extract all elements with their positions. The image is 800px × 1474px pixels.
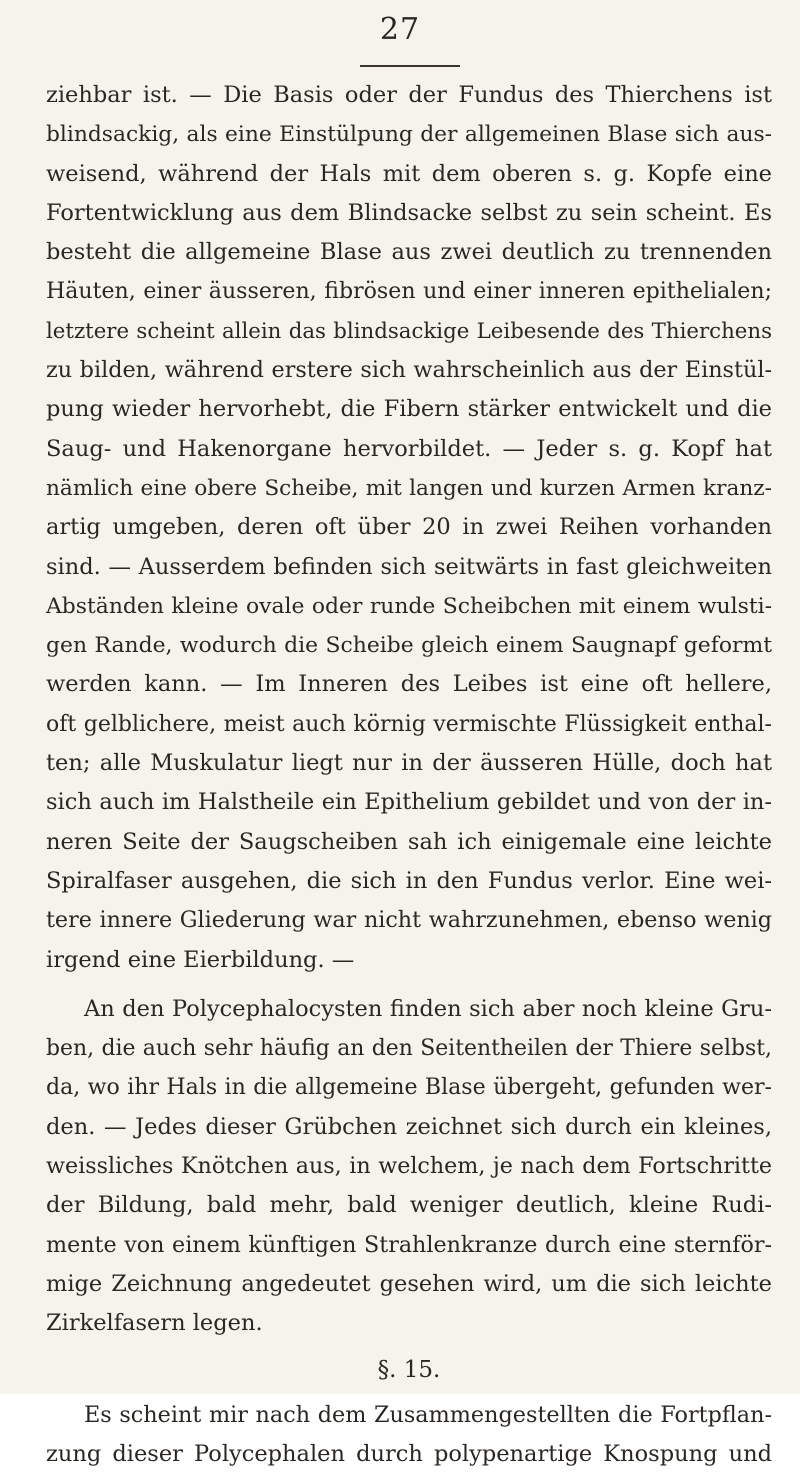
text-line: den. — Jedes dieser Grübchen zeichnet sich durch ein kleines, <box>46 1108 772 1147</box>
text-line: der Bildung, bald mehr, bald weniger deutlich, kleine Rudi- <box>46 1186 772 1225</box>
text-line: letztere scheint allein das blindsackige Leibesende des Thierchens <box>46 312 772 351</box>
text-line: mige Zeichnung angedeutet gesehen wird, um die sich leichte <box>46 1265 772 1304</box>
paragraph-2 <box>46 990 772 1344</box>
text-line: da, wo ihr Hals in die allgemeine Blase übergeht, gefunden wer- <box>46 1068 772 1107</box>
text-line: sich auch im Halstheile ein Epithelium gebildet und von der in- <box>46 783 772 822</box>
text-line: weisend, während der Hals mit dem oberen s. g. Kopfe eine <box>46 155 772 194</box>
header-rule <box>360 65 460 67</box>
text-line: blindsackig, als eine Einstülpung der allgemeinen Blase sich aus- <box>46 115 772 154</box>
text-line: mente von einem künftigen Strahlenkranze durch eine sternför- <box>46 1226 772 1265</box>
text-line: irgend eine Eierbildung. — <box>46 941 772 980</box>
text-line: Zirkelfasern legen. <box>46 1304 772 1343</box>
text-line: An den Polycephalocysten finden sich aber noch kleine Gru- <box>46 990 772 1029</box>
text-line: Abständen kleine ovale oder runde Scheibchen mit einem wulsti- <box>46 587 772 626</box>
text-line: besteht die allgemeine Blase aus zwei deutlich zu trennenden <box>46 233 772 272</box>
text-line: weissliches Knötchen aus, in welchem, je nach dem Fortschritte <box>46 1147 772 1186</box>
text-line: ziehbar ist. — Die Basis oder der Fundus des Thierchens ist <box>46 76 772 115</box>
text-line: werden kann. — Im Inneren des Leibes ist eine oft hellere, <box>46 665 772 704</box>
text-line: zu bilden, während erstere sich wahrscheinlich aus der Einstül- <box>46 351 772 390</box>
text-line: neren Seite der Saugscheiben sah ich einigemale eine leichte <box>46 823 772 862</box>
text-line: oft gelblichere, meist auch körnig vermischte Flüssigkeit enthal- <box>46 705 772 744</box>
text-line: sind. — Ausserdem befinden sich seitwärts in fast gleichweiten <box>46 548 772 587</box>
text-line: Fortentwicklung aus dem Blindsacke selbst zu sein scheint. Es <box>46 194 772 233</box>
paragraph-gap <box>46 980 772 990</box>
body-text <box>46 76 772 1474</box>
text-line: Es scheint mir nach dem Zusammengestellten die Fortpflan- <box>46 1396 772 1435</box>
page-number: 27 <box>0 12 800 47</box>
paragraph-3 <box>46 1396 772 1474</box>
text-line: ben, die auch sehr häufig an den Seitentheilen der Thiere selbst, <box>46 1029 772 1068</box>
text-line: nämlich eine obere Scheibe, mit langen und kurzen Armen kranz- <box>46 469 772 508</box>
text-line: artig umgeben, deren oft über 20 in zwei Reihen vorhanden <box>46 508 772 547</box>
text-line: Saug- und Hakenorgane hervorbildet. — Jeder s. g. Kopf hat <box>46 430 772 469</box>
text-line: Spiralfaser ausgehen, die sich in den Fundus verlor. Eine wei- <box>46 862 772 901</box>
paragraph-1 <box>46 76 772 980</box>
text-line: zung dieser Polycephalen durch polypenartige Knospung und <box>46 1435 772 1474</box>
text-line: Häuten, einer äusseren, fibrösen und einer inneren epithelialen; <box>46 272 772 311</box>
section-heading: §. 15. <box>46 1344 772 1396</box>
text-line: gen Rande, wodurch die Scheibe gleich einem Saugnapf geformt <box>46 626 772 665</box>
text-line: ten; alle Muskulatur liegt nur in der äusseren Hülle, doch hat <box>46 744 772 783</box>
text-line: pung wieder hervorhebt, die Fibern stärker entwickelt und die <box>46 390 772 429</box>
text-line: tere innere Gliederung war nicht wahrzunehmen, ebenso wenig <box>46 901 772 940</box>
